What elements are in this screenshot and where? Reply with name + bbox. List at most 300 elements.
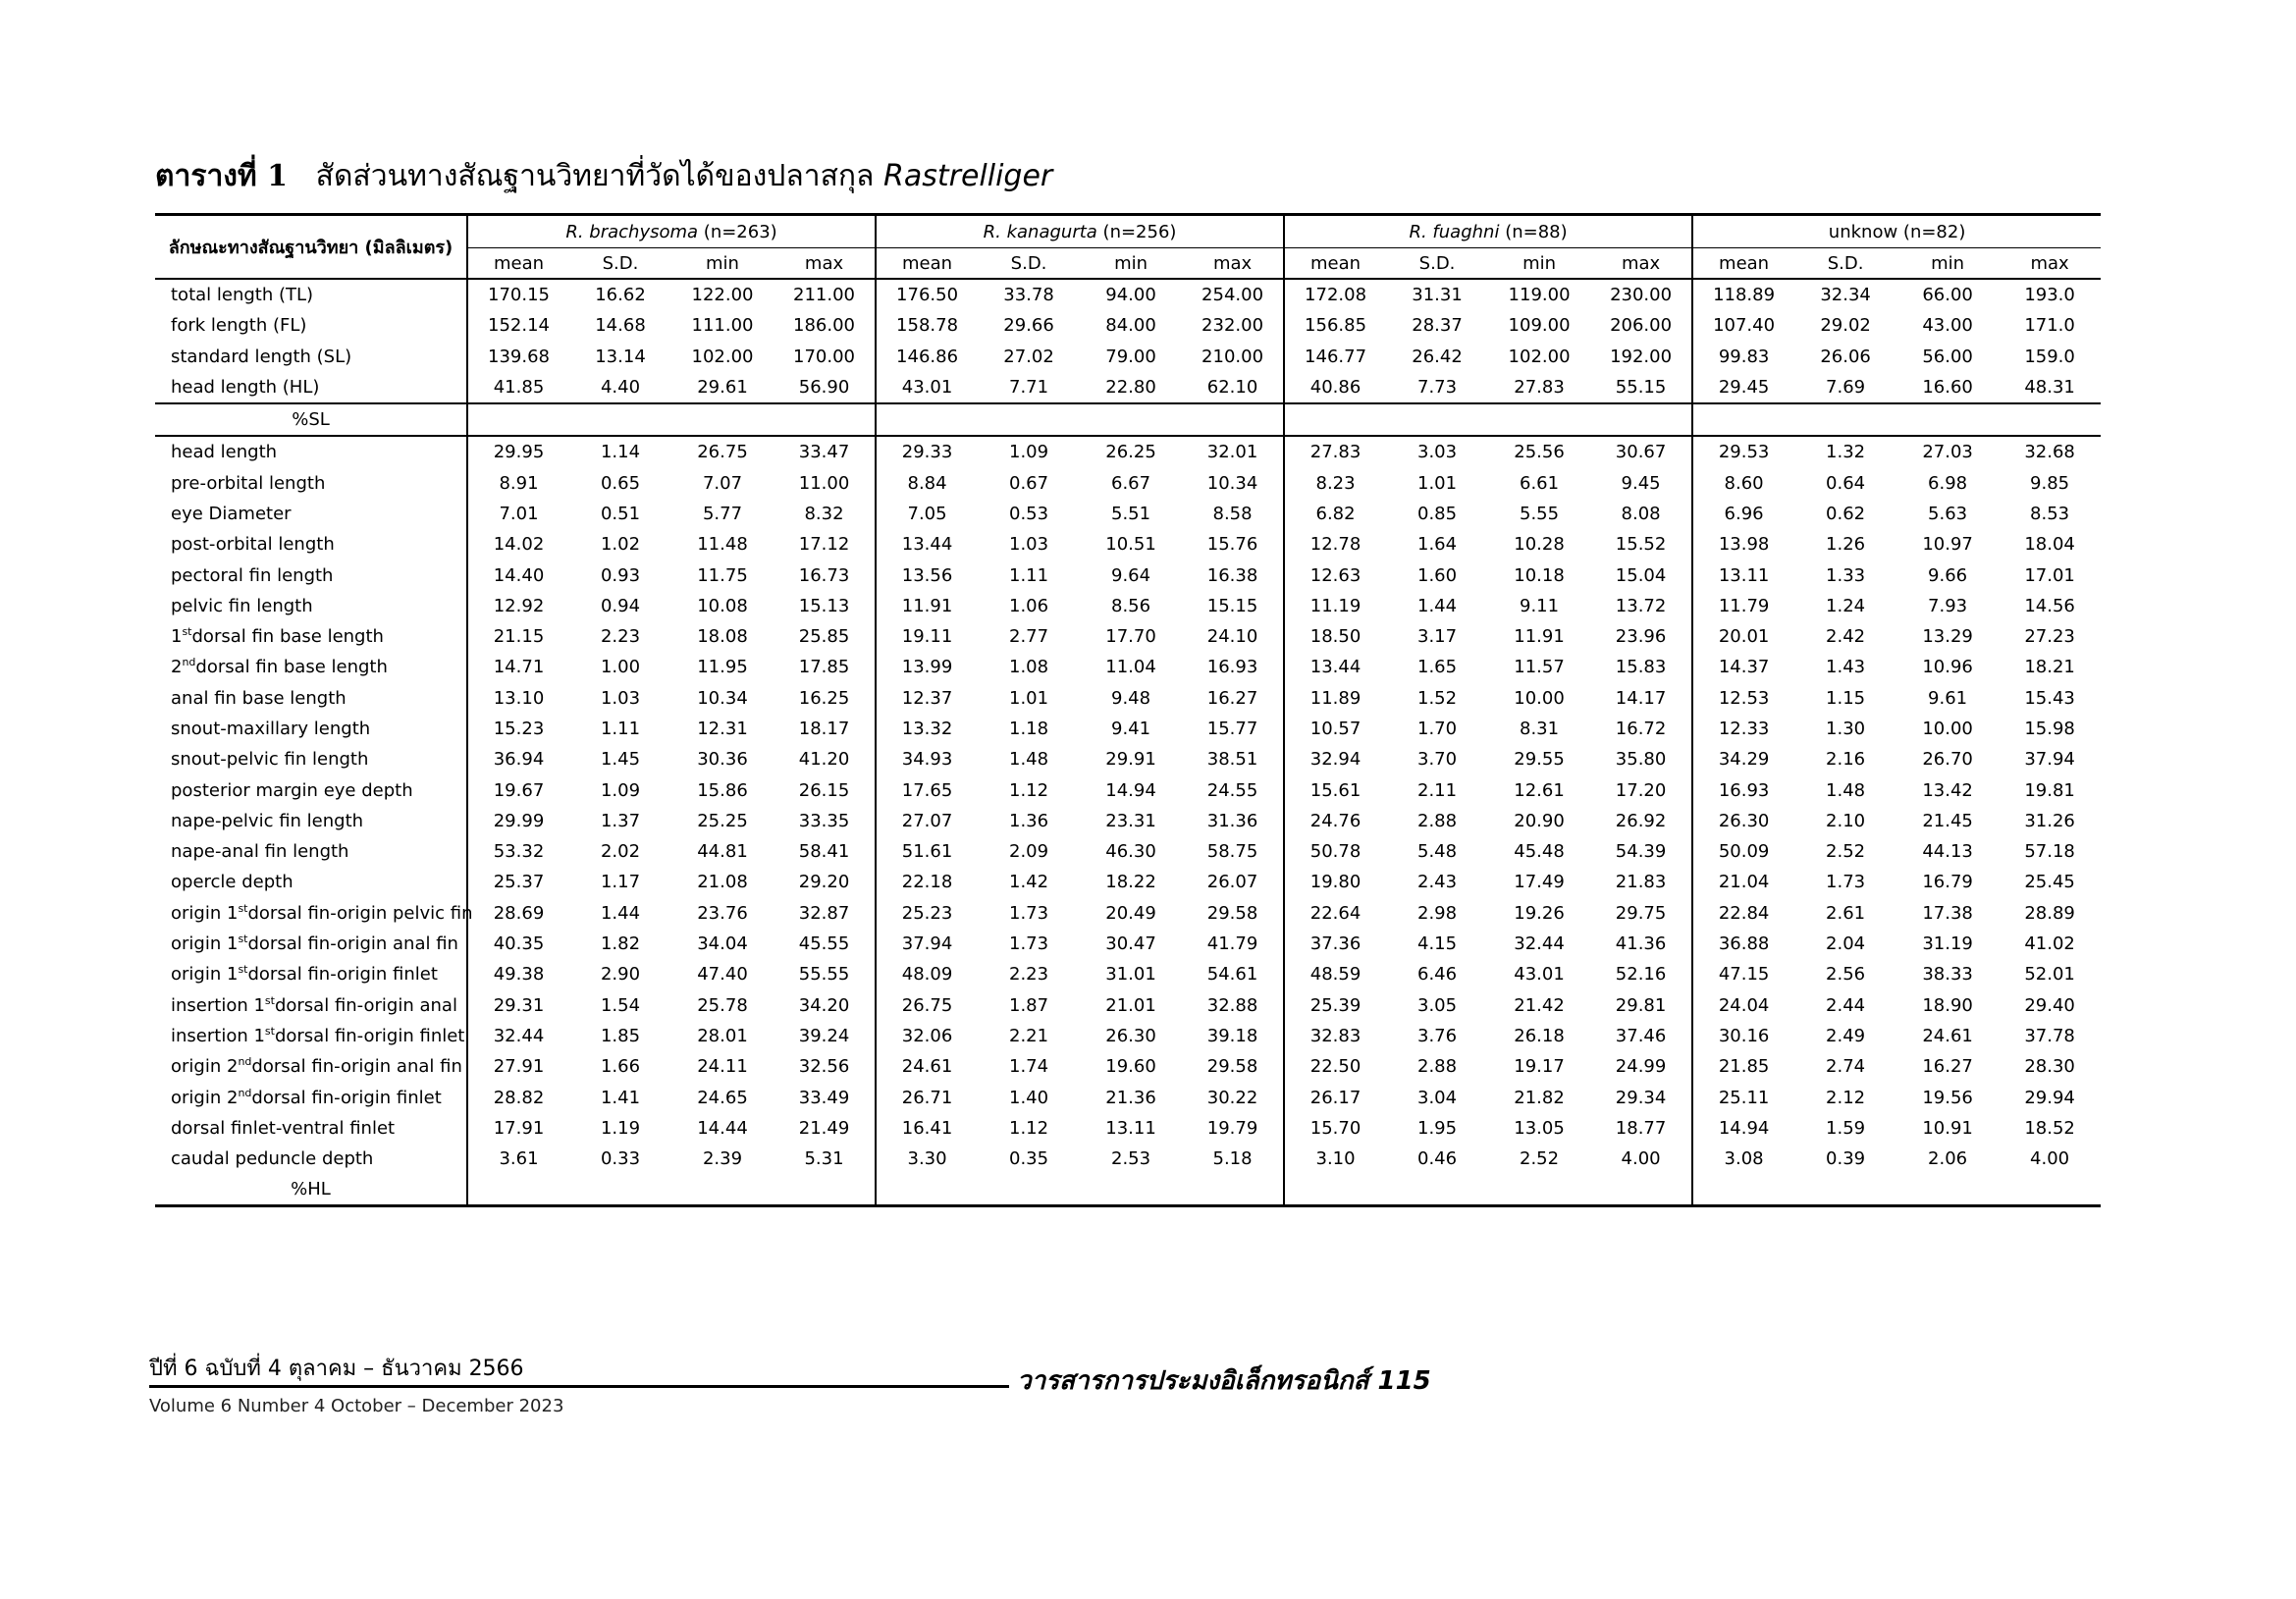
value-cell: 41.85	[467, 372, 569, 403]
value-cell: 4.00	[2030, 1148, 2070, 1170]
value-cell: 18.21	[2024, 657, 2075, 678]
value-cell: 19.26	[1514, 902, 1565, 924]
value-cell: 29.20	[798, 872, 850, 893]
value-cell: 3.61	[467, 1144, 569, 1174]
value-cell: 1.14	[600, 442, 641, 463]
value-cell: 47.15	[1692, 959, 1794, 989]
value-cell: 0.35	[1009, 1148, 1049, 1170]
value-cell: 193.0	[2024, 285, 2075, 306]
table-row	[155, 652, 2101, 682]
trait-ordinal: st	[264, 993, 275, 1007]
value-cell: 1.44	[600, 902, 641, 924]
value-cell: 13.11	[1105, 1117, 1156, 1139]
value-cell: 10.34	[1206, 472, 1258, 494]
value-cell: 119.00	[1508, 285, 1571, 306]
value-cell: 139.68	[467, 342, 569, 372]
value-cell: 2.88	[1417, 1056, 1458, 1078]
value-cell: 13.05	[1514, 1117, 1565, 1139]
stat-header: max	[1182, 248, 1284, 280]
value-cell: 11.04	[1105, 657, 1156, 678]
value-cell: 32.01	[1206, 442, 1258, 463]
value-cell: 15.52	[1615, 534, 1667, 556]
value-cell: 34.20	[798, 994, 850, 1016]
value-cell: 15.23	[467, 714, 569, 744]
table-row	[155, 806, 2101, 836]
value-cell: 28.30	[2024, 1056, 2075, 1078]
value-cell: 23.96	[1615, 626, 1667, 648]
value-cell: 29.58	[1206, 1056, 1258, 1078]
value-cell: 54.61	[1206, 964, 1258, 986]
value-cell: 29.81	[1615, 994, 1667, 1016]
value-cell: 4.15	[1417, 933, 1458, 955]
value-cell: 31.26	[2024, 810, 2075, 831]
value-cell: 26.18	[1514, 1025, 1565, 1046]
table-row	[155, 1082, 2101, 1112]
value-cell: 21.01	[1105, 994, 1156, 1016]
value-cell: 24.65	[697, 1087, 748, 1108]
value-cell: 20.49	[1105, 902, 1156, 924]
value-cell: 25.56	[1514, 442, 1565, 463]
value-cell: 8.32	[804, 503, 844, 524]
value-cell: 0.62	[1826, 503, 1866, 524]
value-cell: 46.30	[1105, 841, 1156, 863]
value-cell: 55.55	[798, 964, 850, 986]
table-row	[155, 774, 2101, 805]
value-cell: 30.47	[1105, 933, 1156, 955]
table-row	[155, 560, 2101, 590]
group-header	[467, 215, 876, 248]
value-cell: 15.77	[1206, 719, 1258, 739]
stat-header: min	[1896, 248, 1999, 280]
value-cell: 232.00	[1201, 315, 1264, 337]
value-cell: 26.07	[1206, 872, 1258, 893]
value-cell: 0.33	[600, 1148, 641, 1170]
value-cell: 16.93	[1206, 657, 1258, 678]
value-cell: 1.17	[600, 872, 641, 893]
value-cell: 6.82	[1284, 499, 1386, 529]
value-cell: 102.00	[1508, 346, 1571, 367]
value-cell: 33.49	[798, 1087, 850, 1108]
value-cell: 19.17	[1514, 1056, 1565, 1078]
value-cell: 111.00	[691, 315, 754, 337]
section-label: %SL	[155, 403, 467, 436]
stat-header: S.D.	[569, 248, 671, 280]
value-cell: 5.77	[702, 503, 743, 524]
group-name: R. kanagurta	[983, 221, 1097, 242]
value-cell: 58.75	[1206, 841, 1258, 863]
value-cell: 9.41	[1111, 719, 1151, 739]
value-cell: 1.85	[600, 1025, 641, 1046]
value-cell: 2.52	[1826, 841, 1866, 863]
value-cell: 13.10	[467, 683, 569, 714]
group-header	[876, 215, 1284, 248]
value-cell: 29.45	[1692, 372, 1794, 403]
value-cell: 16.62	[595, 285, 646, 306]
value-cell: 19.80	[1284, 867, 1386, 897]
value-cell: 0.65	[600, 472, 641, 494]
value-cell: 102.00	[691, 346, 754, 367]
value-cell: 10.97	[1922, 534, 1973, 556]
value-cell: 2.49	[1826, 1025, 1866, 1046]
trait-name: caudal peduncle depth	[171, 1148, 374, 1170]
value-cell: 25.23	[876, 898, 978, 929]
value-cell: 21.08	[697, 872, 748, 893]
stat-header: mean	[876, 248, 978, 280]
trait-text: dorsal fin-origin pelvic fin	[247, 902, 473, 924]
trait-name: nape-anal fin length	[171, 841, 349, 863]
value-cell: 13.72	[1615, 595, 1667, 616]
value-cell: 10.34	[697, 687, 748, 709]
value-cell: 17.01	[2024, 564, 2075, 586]
value-cell: 159.0	[2024, 346, 2075, 367]
value-cell: 206.00	[1610, 315, 1673, 337]
table-row	[155, 1051, 2101, 1082]
value-cell: 1.11	[600, 719, 641, 739]
value-cell: 24.99	[1615, 1056, 1667, 1078]
value-cell: 2.52	[1520, 1148, 1560, 1170]
value-cell: 1.52	[1417, 687, 1458, 709]
group-n: (n=263)	[703, 221, 777, 242]
stat-header: S.D.	[978, 248, 1080, 280]
value-cell: 3.05	[1417, 994, 1458, 1016]
value-cell: 10.00	[1514, 687, 1565, 709]
value-cell: 2.23	[1009, 964, 1049, 986]
value-cell: 18.52	[2024, 1117, 2075, 1139]
trait-ordinal: st	[238, 901, 248, 915]
value-cell: 32.87	[798, 902, 850, 924]
value-cell: 33.78	[1003, 285, 1054, 306]
value-cell: 158.78	[876, 310, 978, 341]
value-cell: 1.59	[1826, 1117, 1866, 1139]
trait-name: pre-orbital length	[171, 472, 326, 494]
value-cell: 57.18	[2024, 841, 2075, 863]
value-cell: 26.75	[697, 442, 748, 463]
value-cell: 19.81	[2024, 779, 2075, 801]
value-cell: 27.02	[1003, 346, 1054, 367]
value-cell: 38.51	[1206, 749, 1258, 771]
table-row	[155, 714, 2101, 744]
table-row	[155, 867, 2101, 897]
trait-name: head length (HL)	[155, 372, 467, 403]
table-row	[155, 499, 2101, 529]
stat-header: S.D.	[1794, 248, 1896, 280]
value-cell: 26.30	[1105, 1025, 1156, 1046]
value-cell: 171.0	[2024, 315, 2075, 337]
trait-prefix: origin 2	[171, 1087, 239, 1108]
trait-name: total length (TL)	[171, 285, 314, 306]
value-cell: 28.01	[697, 1025, 748, 1046]
value-cell: 2.10	[1826, 810, 1866, 831]
value-cell: 1.33	[1826, 564, 1866, 586]
value-cell: 16.41	[876, 1113, 978, 1144]
trait-text: dorsal fin-origin anal fin	[247, 933, 458, 955]
value-cell: 7.07	[702, 472, 743, 494]
table-row	[155, 621, 2101, 652]
value-cell: 1.24	[1826, 595, 1866, 616]
value-cell: 32.83	[1284, 1021, 1386, 1051]
value-cell: 94.00	[1105, 285, 1156, 306]
value-cell: 13.99	[876, 652, 978, 682]
value-cell: 8.84	[876, 467, 978, 498]
value-cell: 40.86	[1284, 372, 1386, 403]
value-cell: 13.32	[876, 714, 978, 744]
value-cell: 1.40	[1009, 1087, 1049, 1108]
group-name: R. brachysoma	[565, 221, 699, 242]
value-cell: 13.42	[1922, 779, 1973, 801]
section-spacer	[876, 403, 1284, 436]
value-cell: 186.00	[793, 315, 856, 337]
trait-name	[155, 990, 467, 1021]
value-cell: 29.94	[2024, 1087, 2075, 1108]
value-cell: 15.43	[2024, 687, 2075, 709]
value-cell: 29.99	[467, 806, 569, 836]
value-cell: 14.68	[595, 315, 646, 337]
value-cell: 2.61	[1826, 902, 1866, 924]
trait-ordinal: st	[238, 963, 248, 977]
value-cell: 14.37	[1692, 652, 1794, 682]
value-cell: 21.15	[467, 621, 569, 652]
value-cell: 43.00	[1922, 315, 1973, 337]
value-cell: 22.80	[1080, 372, 1182, 403]
value-cell: 43.01	[1514, 964, 1565, 986]
value-cell: 12.53	[1692, 683, 1794, 714]
value-cell: 2.12	[1826, 1087, 1866, 1108]
caption-genus: Rastrelliger	[883, 159, 1053, 193]
stat-header: min	[1080, 248, 1182, 280]
value-cell: 56.00	[1922, 346, 1973, 367]
value-cell: 58.41	[798, 841, 850, 863]
value-cell: 32.44	[1514, 933, 1565, 955]
value-cell: 26.25	[1105, 442, 1156, 463]
group-n: (n=82)	[1902, 221, 1966, 242]
table-row	[155, 744, 2101, 774]
trait-prefix: 1	[171, 626, 183, 648]
value-cell: 56.90	[774, 372, 876, 403]
value-cell: 176.50	[876, 279, 978, 310]
value-cell: 29.66	[1003, 315, 1054, 337]
table-row	[155, 929, 2101, 959]
value-cell: 17.91	[467, 1113, 569, 1144]
value-cell: 9.61	[1928, 687, 1968, 709]
value-cell: 28.37	[1412, 315, 1463, 337]
value-cell: 66.00	[1922, 285, 1973, 306]
value-cell: 2.11	[1417, 779, 1458, 801]
value-cell: 16.79	[1922, 872, 1973, 893]
trait-name: post-orbital length	[171, 534, 335, 556]
value-cell: 210.00	[1201, 346, 1264, 367]
value-cell: 1.70	[1417, 719, 1458, 739]
section-spacer	[467, 403, 876, 436]
value-cell: 3.76	[1417, 1025, 1458, 1046]
value-cell: 2.09	[1009, 841, 1049, 863]
value-cell: 50.09	[1692, 836, 1794, 867]
value-cell: 146.86	[876, 342, 978, 372]
value-cell: 146.77	[1284, 342, 1386, 372]
value-cell: 32.44	[467, 1021, 569, 1051]
trait-prefix: insertion 1	[171, 1025, 265, 1046]
value-cell: 33.47	[798, 442, 850, 463]
trait-name: snout-maxillary length	[171, 719, 371, 739]
value-cell: 19.79	[1206, 1117, 1258, 1139]
value-cell: 27.91	[467, 1051, 569, 1082]
value-cell: 3.04	[1417, 1087, 1458, 1108]
value-cell: 2.43	[1417, 872, 1458, 893]
value-cell: 34.93	[876, 744, 978, 774]
value-cell: 254.00	[1201, 285, 1264, 306]
value-cell: 2.23	[600, 626, 641, 648]
trait-name: pelvic fin length	[171, 595, 313, 616]
value-cell: 37.78	[2024, 1025, 2075, 1046]
value-cell: 16.73	[798, 564, 850, 586]
value-cell: 8.60	[1692, 467, 1794, 498]
trait-name	[155, 898, 473, 929]
value-cell: 2.56	[1826, 964, 1866, 986]
table-row	[155, 959, 2101, 989]
value-cell: 32.06	[876, 1021, 978, 1051]
value-cell: 1.44	[1417, 595, 1458, 616]
value-cell: 22.18	[876, 867, 978, 897]
section-label: %HL	[155, 1174, 467, 1206]
value-cell: 170.00	[793, 346, 856, 367]
value-cell: 7.69	[1794, 372, 1896, 403]
value-cell: 2.88	[1417, 810, 1458, 831]
group-n: (n=256)	[1102, 221, 1177, 242]
value-cell: 48.31	[1999, 372, 2101, 403]
trait-name: fork length (FL)	[171, 315, 307, 337]
value-cell: 3.17	[1417, 626, 1458, 648]
value-cell: 8.08	[1621, 503, 1661, 524]
value-cell: 1.11	[1009, 564, 1049, 586]
value-cell: 118.89	[1692, 279, 1794, 310]
value-cell: 39.24	[798, 1025, 850, 1046]
value-cell: 33.35	[798, 810, 850, 831]
value-cell: 10.08	[697, 595, 748, 616]
trait-name: standard length (SL)	[171, 346, 352, 367]
value-cell: 5.48	[1417, 841, 1458, 863]
trait-name: head length	[171, 442, 278, 463]
value-cell: 22.50	[1284, 1051, 1386, 1082]
value-cell: 1.43	[1826, 657, 1866, 678]
value-cell: 27.23	[2024, 626, 2075, 648]
value-cell: 29.02	[1820, 315, 1871, 337]
value-cell: 4.40	[569, 372, 671, 403]
value-cell: 8.31	[1520, 719, 1560, 739]
stat-header: mean	[467, 248, 569, 280]
value-cell: 5.63	[1928, 503, 1968, 524]
value-cell: 0.94	[600, 595, 641, 616]
value-cell: 25.45	[2024, 872, 2075, 893]
value-cell: 1.30	[1826, 719, 1866, 739]
value-cell: 28.82	[467, 1082, 569, 1112]
value-cell: 52.16	[1615, 964, 1667, 986]
value-cell: 11.75	[697, 564, 748, 586]
value-cell: 1.41	[600, 1087, 641, 1108]
trait-column-header: ลักษณะทางสัณฐานวิทยา (มิลลิเมตร)	[155, 215, 467, 280]
table-row	[155, 310, 2101, 341]
value-cell: 79.00	[1105, 346, 1156, 367]
value-cell: 26.42	[1412, 346, 1463, 367]
stat-header: min	[1488, 248, 1590, 280]
table-row	[155, 1113, 2101, 1144]
value-cell: 12.33	[1692, 714, 1794, 744]
value-cell: 26.15	[798, 779, 850, 801]
value-cell: 6.67	[1111, 472, 1151, 494]
value-cell: 11.00	[798, 472, 850, 494]
table-caption	[155, 155, 1726, 198]
value-cell: 1.73	[1009, 933, 1049, 955]
value-cell: 26.06	[1820, 346, 1871, 367]
value-cell: 27.03	[1922, 442, 1973, 463]
value-cell: 24.11	[697, 1056, 748, 1078]
value-cell: 1.48	[1009, 749, 1049, 771]
trait-text: dorsal fin-origin anal	[274, 994, 457, 1016]
value-cell: 170.15	[467, 279, 569, 310]
value-cell: 15.83	[1615, 657, 1667, 678]
value-cell: 15.70	[1284, 1113, 1386, 1144]
value-cell: 29.34	[1615, 1087, 1667, 1108]
footer-volume-thai: ปีที่ 6 ฉบับที่ 4 ตุลาคม – ธันวาคม 2566	[149, 1357, 524, 1381]
value-cell: 31.19	[1922, 933, 1973, 955]
value-cell: 14.44	[697, 1117, 748, 1139]
value-cell: 25.11	[1692, 1082, 1794, 1112]
group-header	[1692, 215, 2101, 248]
value-cell: 54.39	[1615, 841, 1667, 863]
value-cell: 12.31	[697, 719, 748, 739]
value-cell: 99.83	[1692, 342, 1794, 372]
value-cell: 34.04	[697, 933, 748, 955]
value-cell: 8.53	[2030, 503, 2070, 524]
value-cell: 21.45	[1922, 810, 1973, 831]
value-cell: 25.25	[697, 810, 748, 831]
value-cell: 17.12	[798, 534, 850, 556]
stat-header: mean	[1692, 248, 1794, 280]
value-cell: 2.74	[1826, 1056, 1866, 1078]
value-cell: 1.18	[1009, 719, 1049, 739]
value-cell: 10.28	[1514, 534, 1565, 556]
group-name: R. fuaghni	[1409, 221, 1500, 242]
value-cell: 47.40	[697, 964, 748, 986]
value-cell: 48.59	[1284, 959, 1386, 989]
value-cell: 2.53	[1111, 1148, 1151, 1170]
value-cell: 8.56	[1111, 595, 1151, 616]
group-n: (n=88)	[1505, 221, 1568, 242]
group-name: unknow	[1828, 221, 1898, 242]
value-cell: 8.91	[467, 467, 569, 498]
table-row	[155, 1021, 2101, 1051]
value-cell: 172.08	[1284, 279, 1386, 310]
value-cell: 18.22	[1105, 872, 1156, 893]
value-cell: 37.36	[1284, 929, 1386, 959]
value-cell: 12.78	[1284, 529, 1386, 560]
value-cell: 1.66	[600, 1056, 641, 1078]
value-cell: 29.61	[671, 372, 774, 403]
value-cell: 0.85	[1417, 503, 1458, 524]
value-cell: 51.61	[876, 836, 978, 867]
trait-prefix: origin 1	[171, 964, 239, 986]
trait-name	[155, 1051, 467, 1082]
trait-name: opercle depth	[171, 872, 294, 893]
value-cell: 12.61	[1514, 779, 1565, 801]
value-cell: 12.63	[1284, 560, 1386, 590]
value-cell: 15.15	[1206, 595, 1258, 616]
value-cell: 10.00	[1922, 719, 1973, 739]
value-cell: 16.27	[1922, 1056, 1973, 1078]
value-cell: 2.44	[1826, 994, 1866, 1016]
section-spacer	[1692, 1174, 2101, 1206]
value-cell: 2.06	[1928, 1148, 1968, 1170]
value-cell: 4.00	[1621, 1148, 1661, 1170]
value-cell: 1.15	[1826, 687, 1866, 709]
